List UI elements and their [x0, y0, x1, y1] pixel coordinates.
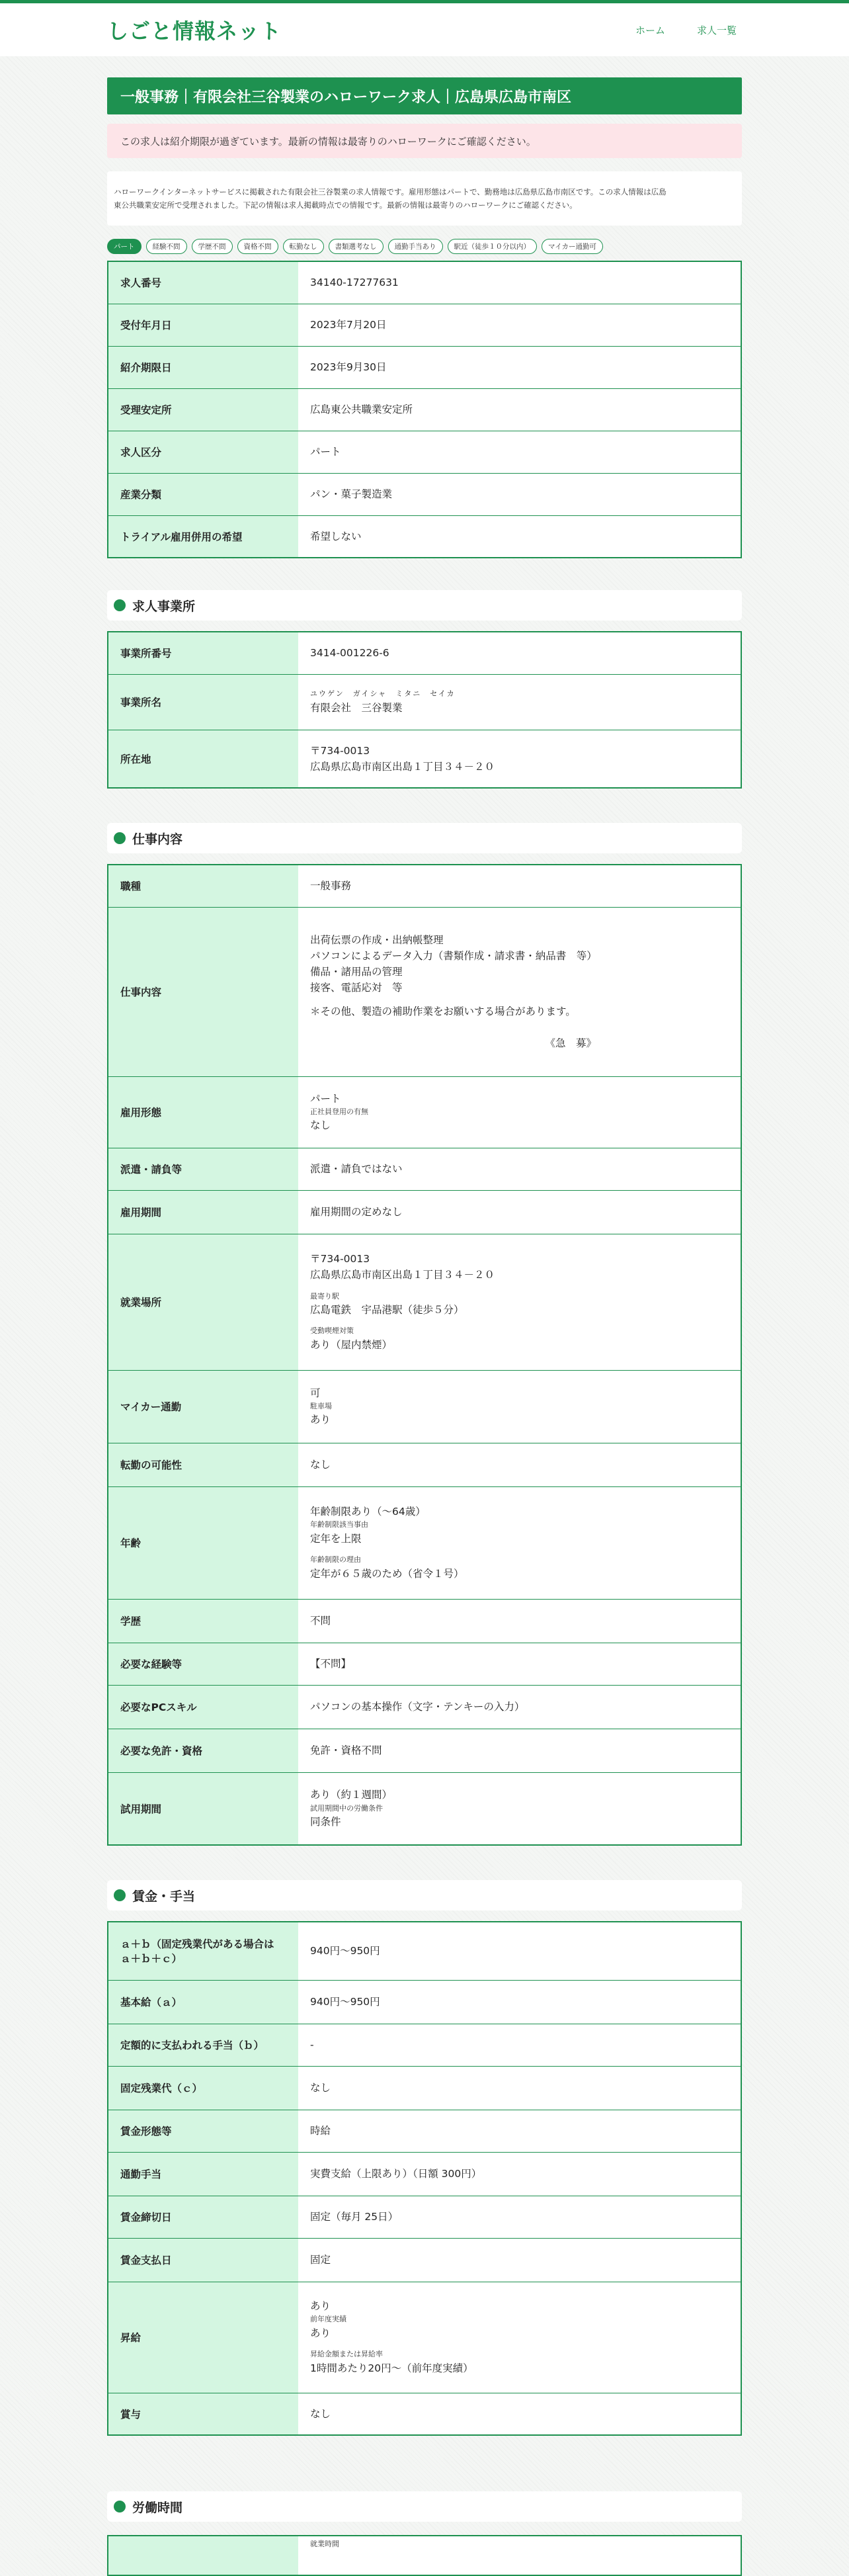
section-title: 賃金・手当: [132, 1889, 196, 1904]
main-nav: [635, 23, 742, 37]
content-line: 接客、電話応対 等: [310, 982, 403, 994]
raise-value: あり: [310, 2300, 331, 2313]
education-value: 不問: [298, 1599, 741, 1643]
table-row: [108, 1443, 741, 1486]
nearest-station: 広島電鉄 宇品港駅（徒歩５分）: [310, 1304, 464, 1316]
tag-no-transfer: 転勤なし: [283, 239, 324, 254]
content-line: 出荷伝票の作成・出納帳整理: [310, 933, 444, 946]
table-row: [108, 2282, 741, 2393]
age-reason: 定年を上限: [310, 1532, 362, 1545]
table-row: [108, 1076, 741, 1148]
row-label: 産業分類: [108, 473, 298, 515]
sub-label: 受動喫煙対策: [310, 1326, 354, 1336]
row-label: 試用期間: [108, 1772, 298, 1845]
office-name: 有限会社 三谷製業: [310, 701, 403, 714]
row-label: マイカー通勤: [108, 1370, 298, 1443]
working-hours-table: [107, 2535, 742, 2576]
regular-employment: なし: [310, 1119, 331, 1132]
wage-type: 時給: [298, 2110, 741, 2152]
section-title: 仕事内容: [132, 832, 183, 847]
row-label: 賃金形態等: [108, 2110, 298, 2152]
row-label: 雇用形態: [108, 1076, 298, 1148]
table-row: [108, 1772, 741, 1845]
section-wages: [107, 1880, 742, 1911]
row-label: 通勤手当: [108, 2152, 298, 2196]
content-line: 備品・諸用品の管理: [310, 965, 403, 978]
section-title: 労働時間: [132, 2500, 183, 2515]
pc-skill-value: パソコンの基本操作（文字・テンキーの入力）: [298, 1685, 741, 1729]
table-row: [108, 730, 741, 788]
main-content: [107, 77, 742, 2576]
row-label: 必要な経験等: [108, 1643, 298, 1685]
table-row: [108, 907, 741, 1076]
table-row: [108, 1486, 741, 1599]
table-row: [108, 304, 741, 346]
row-label: 事業所名: [108, 674, 298, 730]
wages-table: [107, 1921, 742, 2436]
sub-label: 年齢制限該当事由: [310, 1520, 368, 1529]
table-row: [108, 346, 741, 388]
expired-warning: この求人は紹介期限が過ぎています。最新の情報は最寄りのハローワークにご確認ください。: [107, 124, 742, 158]
row-label: 求人区分: [108, 431, 298, 473]
section-title: 求人事業所: [132, 599, 196, 614]
employer-table: [107, 631, 742, 789]
commute-allowance: 実費支給（上限あり）（日額 300円）: [298, 2152, 741, 2196]
bullet-icon: [114, 599, 126, 611]
row-label: 賞与: [108, 2393, 298, 2435]
row-label: 仕事内容: [108, 907, 298, 1076]
tag-no-education: 学歴不問: [192, 239, 233, 254]
table-row: [108, 2238, 741, 2282]
sub-label: 駐車場: [310, 1401, 332, 1410]
tag-car-commute: マイカー通勤可: [542, 239, 603, 254]
sub-label: 最寄り駅: [310, 1291, 339, 1301]
page-title: 一般事務｜有限会社三谷製業のハローワーク求人｜広島県広島市南区: [107, 77, 742, 114]
table-row: [108, 1148, 741, 1190]
row-label: 賃金締切日: [108, 2196, 298, 2238]
row-label: 受付年月日: [108, 304, 298, 346]
section-employer: [107, 590, 742, 621]
bullet-icon: [114, 1889, 126, 1901]
sub-label: 前年度実績: [310, 2315, 346, 2324]
smoking-policy: あり（屋内禁煙）: [310, 1338, 393, 1351]
row-label: 昇給: [108, 2282, 298, 2393]
job-description: [107, 171, 742, 226]
tag-part-time: パート: [107, 239, 142, 254]
table-row: [108, 2152, 741, 2196]
row-value: 広島東公共職業安定所: [298, 388, 741, 431]
row-label: ａ＋ｂ＋ｃ）: [120, 1953, 182, 1965]
feature-tags: [107, 237, 742, 255]
postal-code: 〒734-0013: [310, 744, 370, 757]
trial-conditions: 同条件: [310, 1816, 341, 1828]
workplace-address: 広島県広島市南区出島１丁目３４－２０: [310, 1269, 495, 1281]
sub-label: 試用期間中の労働条件: [310, 1803, 383, 1813]
row-label: 賃金支払日: [108, 2238, 298, 2282]
period-value: 雇用期間の定めなし: [298, 1190, 741, 1234]
table-row: [108, 632, 741, 674]
row-label: 受理安定所: [108, 388, 298, 431]
site-logo[interactable]: しごと情報ネット: [107, 19, 282, 44]
office-number: 3414-001226-6: [298, 632, 741, 674]
row-label: 派遣・請負等: [108, 1148, 298, 1190]
row-label: 所在地: [108, 730, 298, 788]
closing-day: 固定（毎月 25日）: [298, 2196, 741, 2238]
fixed-overtime: なし: [298, 2066, 741, 2110]
content-line: パソコンによるデータ入力（書類作成・請求書・納品書 等）: [310, 949, 597, 962]
office-name-kana: ユウゲン ガイシャ ミタニ セイカ: [310, 689, 456, 699]
table-row: [108, 2536, 741, 2575]
table-row: [108, 1234, 741, 1370]
row-label: トライアル雇用併用の希望: [108, 515, 298, 558]
office-address: 広島県広島市南区出島１丁目３４－２０: [310, 760, 495, 773]
row-value: パン・菓子製造業: [298, 473, 741, 515]
row-value: 34140-17277631: [298, 261, 741, 304]
sub-label: 正社員登用の有無: [310, 1107, 368, 1116]
table-row: [108, 388, 741, 431]
table-row: [108, 2066, 741, 2110]
tag-commute-allowance: 通勤手当あり: [388, 239, 443, 254]
car-commute: 可: [310, 1387, 321, 1399]
tag-near-station: 駅近（徒歩１０分以内）: [448, 239, 538, 254]
row-label: 就業場所: [108, 1234, 298, 1370]
tag-no-license: 資格不問: [237, 239, 278, 254]
table-row: [108, 473, 741, 515]
basic-info-table: [107, 261, 742, 558]
table-row: [108, 1599, 741, 1643]
table-row: [108, 674, 741, 730]
row-label: 定額的に支払われる手当（ｂ）: [108, 2024, 298, 2066]
transfer-value: なし: [298, 1443, 741, 1486]
previous-year: あり: [310, 2327, 331, 2339]
row-label: 事業所番号: [108, 632, 298, 674]
row-label: 必要な免許・資格: [108, 1729, 298, 1772]
content-note: ＊その他、製造の補助作業をお願いする場合があります。: [310, 1006, 576, 1018]
sub-label: 就業時間: [310, 2540, 339, 2548]
row-value: 2023年7月20日: [298, 304, 741, 346]
row-value: 2023年9月30日: [298, 346, 741, 388]
site-header: [0, 3, 849, 56]
row-label: 年齢: [108, 1486, 298, 1599]
table-row: [108, 1370, 741, 1443]
sub-label: 年齢制限の理由: [310, 1555, 361, 1564]
urgent-label: 《急 募》: [545, 1037, 596, 1050]
description-line: ハローワークインターネットサービスに掲載された有限会社三谷製業の求人情報です。雇用形態はパートで、勤務地は広島県広島市南区です。この求人情報は広島: [114, 187, 667, 196]
base-wage: 940円〜950円: [298, 1980, 741, 2024]
section-job: [107, 823, 742, 853]
row-label: 学歴: [108, 1599, 298, 1643]
row-label: 固定残業代（ｃ）: [108, 2066, 298, 2110]
row-value: 希望しない: [298, 515, 741, 558]
bonus-value: なし: [298, 2393, 741, 2435]
license-value: 免許・資格不問: [298, 1729, 741, 1772]
table-row: [108, 515, 741, 558]
sub-label: 昇給金額または昇給率: [310, 2350, 383, 2358]
table-row: [108, 1729, 741, 1772]
job-table: [107, 864, 742, 1846]
section-working-hours: [107, 2491, 742, 2522]
table-row: [108, 865, 741, 907]
bullet-icon: [114, 2501, 126, 2512]
table-row: [108, 1980, 741, 2024]
row-label: 雇用期間: [108, 1190, 298, 1234]
dispatch-value: 派遣・請負ではない: [298, 1148, 741, 1190]
nav-job-list-link[interactable]: 求人一覧: [696, 24, 737, 36]
table-row: [108, 2393, 741, 2435]
table-row: [108, 1922, 741, 1980]
table-row: [108, 2110, 741, 2152]
row-label: 必要なPCスキル: [108, 1685, 298, 1729]
description-line: 東公共職業安定所で受理されました。下記の情報は求人掲載時点での情報です。最新の情報は最寄りのハローワークにご確認ください。: [114, 200, 577, 210]
row-label: 紹介期限日: [108, 346, 298, 388]
table-row: [108, 261, 741, 304]
raise-amount: 1時間あたり20円〜（前年度実績）: [310, 2362, 473, 2374]
nav-home-link[interactable]: ホーム: [635, 24, 665, 36]
total-wage: 940円〜950円: [298, 1922, 741, 1980]
bullet-icon: [114, 832, 126, 844]
tag-no-experience: 経験不問: [146, 239, 187, 254]
table-row: [108, 1190, 741, 1234]
experience-value: 【不問】: [298, 1643, 741, 1685]
tag-no-screening: 書類選考なし: [329, 239, 384, 254]
job-type: 一般事務: [298, 865, 741, 907]
parking: あり: [310, 1414, 331, 1426]
row-label: 求人番号: [108, 261, 298, 304]
table-row: [108, 1685, 741, 1729]
trial-period: あり（約１週間）: [310, 1789, 393, 1801]
employment-type: パート: [310, 1092, 341, 1105]
pay-day: 固定: [298, 2238, 741, 2282]
row-label: ａ＋ｂ（固定残業代がある場合は: [120, 1938, 274, 1951]
table-row: [108, 2196, 741, 2238]
row-value: パート: [298, 431, 741, 473]
row-label: 職種: [108, 865, 298, 907]
table-row: [108, 1643, 741, 1685]
workplace-postal: 〒734-0013: [310, 1253, 370, 1266]
row-label: 転勤の可能性: [108, 1443, 298, 1486]
table-row: [108, 431, 741, 473]
row-label: 基本給（ａ）: [108, 1980, 298, 2024]
table-row: [108, 2024, 741, 2066]
regular-allowance: -: [298, 2024, 741, 2066]
age-limit: 年齢制限あり（～64歳）: [310, 1506, 426, 1518]
age-reason-detail: 定年が６５歳のため（省令１号）: [310, 1567, 464, 1580]
